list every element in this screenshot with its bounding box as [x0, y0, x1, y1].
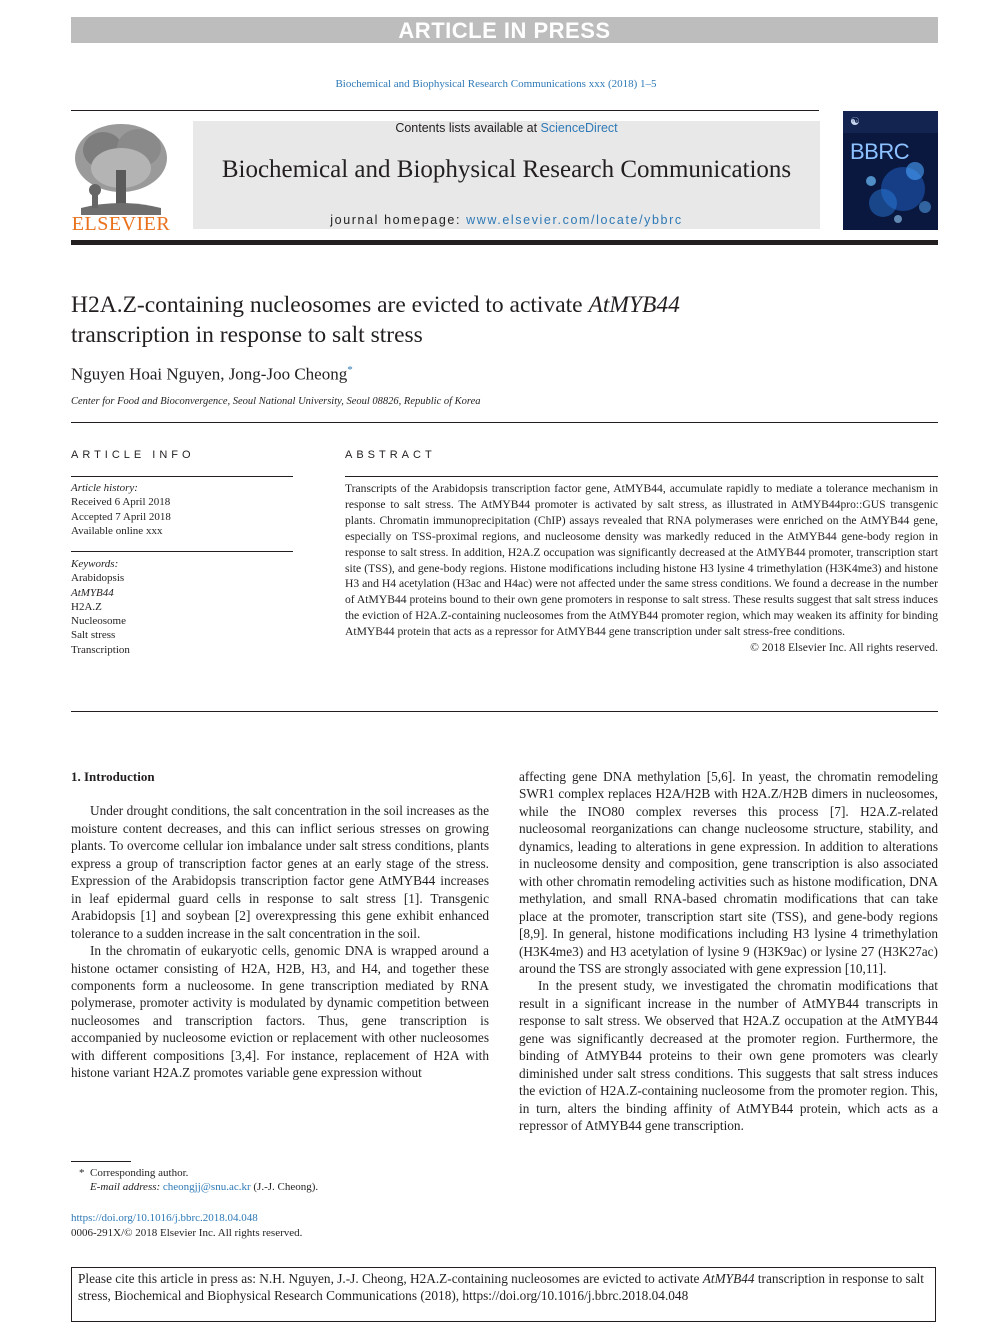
- article-history: [71, 481, 293, 538]
- email-link[interactable]: cheongjj@snu.ac.kr: [162, 1181, 251, 1194]
- doi-link[interactable]: https://doi.org/10.1016/j.bbrc.2018.04.048: [71, 1212, 258, 1224]
- paragraph: In the chromatin of eukaryotic cells, genomic DNA is wrapped around a histone octamer consisting of H2A, H2B, H3, and H4, and together these components form a nucleosome. In gene transcription mediated by RNA polymerase, promoter activity is modulated by dynamic competition between nucleosomes and transcription factors. Thus, gene transcription is accompanied by nucleosome eviction or replacement with other nucleosomes with different compositions [3,4]. For instance, replacement of H2A with histone variant H2A.Z promotes variable gene expression without: [71, 943, 489, 1081]
- section-heading: 1. Introduction: [71, 769, 155, 784]
- article-in-press-banner: ARTICLE IN PRESS: [71, 17, 938, 43]
- title-part: transcription in response to salt stress: [71, 322, 423, 348]
- elsevier-logo[interactable]: [71, 120, 171, 235]
- article-title: [71, 290, 931, 350]
- body-left-column: [71, 768, 489, 1082]
- issn-line: 0006-291X/© 2018 Elsevier Inc. All rights reserved.: [71, 1227, 303, 1239]
- history-label: Article history:: [71, 482, 138, 494]
- keywords-rule: [71, 551, 293, 552]
- abstract-copyright: © 2018 Elsevier Inc. All rights reserved.: [750, 641, 938, 655]
- abstract-rule: [345, 476, 938, 477]
- author-list: [71, 364, 353, 385]
- paragraph: Under drought conditions, the salt concentration in the soil increases as the moisture content decreases, and this can inflict serious stresses on growing plants. To overcome cellular ion imbalance under salt stress conditions, plants express a group of transcription factor genes at an early stage of the stress. Expression of the Arabidopsis transcription factor gene AtMYB44 increases in leaf epidermal guard cells in response to salt stress [1]. Transgenic Arabidopsis [1] and soybean [2] overexpressing this gene exhibit enhanced tolerance to a sudden increase in the salt concentration in the soil.: [71, 803, 489, 941]
- elsevier-tree-icon: [71, 120, 171, 215]
- history-item: Received 6 April 2018: [71, 496, 171, 509]
- citation-box: [71, 1267, 936, 1322]
- paragraph: affecting gene DNA methylation [5,6]. In yeast, the chromatin remodeling SWR1 complex replaces H2A/H2B with H2A.Z/H2B dimers in nucleosomes, while the INO80 complex reverses this process [7]. H2A.Z-related nucleosomal reorganizations can change nucleosome structure, stability, and dynamics, leading to alterations in gene expression. In addition to alterations in nucleosome density and composition, gene transcription is also associated with other chromatin remodeling activities such as histone modification, DNA methylation, and small RNA-based chromatin modifications that can take place at the promoter, transcription start site (TSS), and gene-body regions [8,9]. In general, histone modifications including H3 lysine 4 trimethylation (H3K4me3) and H3 acetylation of lysine 9 (H3K9ac) or lysine 27 (H3K27ac) around the TSS are strongly associated with gene expression [10,11].: [519, 769, 938, 976]
- journal-cover-image[interactable]: [843, 111, 938, 230]
- cover-art: [843, 111, 938, 230]
- keyword-item: AtMYB44: [71, 586, 114, 599]
- title-gene: AtMYB44: [588, 292, 680, 318]
- affiliation: Center for Food and Bioconvergence, Seoul National University, Seoul 08826, Republic of Korea: [71, 396, 481, 407]
- header-bottom-rule: [71, 240, 938, 245]
- footnote-rule: [71, 1161, 131, 1162]
- cite-gene: AtMYB44: [702, 1271, 755, 1286]
- title-part: H2A.Z-containing nucleosomes are evicted to activate: [71, 292, 589, 318]
- corresponding-author-mark[interactable]: *: [347, 364, 353, 376]
- keyword-item: H2A.Z: [71, 600, 102, 613]
- keywords-block: [71, 557, 293, 657]
- keyword-item: Arabidopsis: [71, 572, 125, 585]
- info-top-rule: [71, 422, 938, 423]
- corresponding-label: Corresponding author.: [90, 1167, 189, 1179]
- sciencedirect-link[interactable]: ScienceDirect: [540, 121, 618, 135]
- article-info-heading: ARTICLE INFO: [71, 449, 195, 461]
- header-top-rule: [71, 110, 819, 111]
- abstract-body: [345, 481, 938, 656]
- cite-prefix: Please cite this article in press as: N.H. Nguyen, J.-J. Cheong, H2A.Z-containing nucleosomes are evicted to activate: [78, 1271, 703, 1286]
- email-label: E-mail address:: [90, 1181, 161, 1194]
- history-item: Available online xxx: [71, 524, 163, 537]
- keyword-item: Nucleosome: [71, 615, 126, 628]
- paragraph: In the present study, we investigated the chromatin modifications that result in a significant increase in the number of AtMYB44 transcripts in response to salt stress. We observed that H2A.Z occupation at the AtMYB44 gene was significantly decreased at the promoter region. Furthermore, the binding of AtMYB44 proteins to their own gene promoters was clearly diminished under salt stress conditions. This suggests that salt stress induces the eviction of H2A.Z-containing nucleosome from the promoter region. This, in turn, alters the binding affinity of AtMYB44 protein, which acts as a repressor of AtMYB44 gene transcription.: [519, 978, 938, 1134]
- footnote-mark: *: [79, 1167, 85, 1179]
- contents-line: [193, 121, 820, 135]
- cover-emblem-icon: ☯: [850, 116, 860, 128]
- abstract-heading: ABSTRACT: [345, 449, 436, 461]
- keyword-item: Transcription: [71, 643, 130, 656]
- keyword-item: Salt stress: [71, 629, 116, 642]
- keywords-label: Keywords:: [71, 558, 119, 570]
- abstract-bottom-rule: [71, 711, 938, 712]
- authors: Nguyen Hoai Nguyen, Jong-Joo Cheong: [71, 364, 348, 384]
- homepage-link[interactable]: www.elsevier.com/locate/ybbrc: [466, 213, 683, 227]
- homepage-prefix: journal homepage:: [330, 213, 467, 227]
- elsevier-wordmark: ELSEVIER: [71, 213, 171, 235]
- contents-prefix: Contents lists available at: [395, 121, 541, 135]
- info-rule: [71, 476, 293, 477]
- journal-title: Biochemical and Biophysical Research Communications: [221, 156, 792, 183]
- email-suffix: (J.-J. Cheong).: [250, 1181, 319, 1194]
- cover-title: BBRC: [850, 139, 910, 164]
- cite-suffix: transcription in response to salt stress, Biochemical and Biophysical Research Communications (2018), https://doi.org/10.1016/j.bbrc.2018.04.048: [78, 1271, 925, 1303]
- abstract-text: Transcripts of the Arabidopsis transcription factor gene, AtMYB44, accumulate rapidly to mediate a tolerance mechanism in response to salt stress. The AtMYB44 promoter is activated by salt stress, as illustrated in AtMYB44pro::GUS transgenic plants. Chromatin immunoprecipitation (ChIP) assays revealed that RNA polymerases were enriched on the AtMYB44 gene, especially on TSS-proximal regions, and nucleosome density was markedly reduced in the AtMYB44 gene-body region in response to salt stress. In addition, H2A.Z occupation was significantly decreased at the AtMYB44 promoter, transcription start site (TSS), and gene-body regions. Histone modifications including histone H3 lysine 4 trimethylation (H3K4me3) and histone H3 and H4 acetylation (H3ac and H4ac) were not affected under the same stress conditions. We found a decrease in the number of AtMYB44 proteins bound to their own gene promoters in response to salt stress. These results suggest that salt stress induces the eviction of H2A.Z-containing nucleosomes from the AtMYB44 promoter region, which may weaken its affinity for binding AtMYB44 protein that acts as a repressor for AtMYB44 gene transcription under salt stress-free conditions.: [345, 482, 938, 639]
- journal-citation-link[interactable]: Biochemical and Biophysical Research Communications xxx (2018) 1–5: [335, 78, 657, 90]
- journal-homepage-line: [193, 213, 820, 227]
- footnote: [79, 1166, 499, 1195]
- history-item: Accepted 7 April 2018: [71, 510, 171, 523]
- body-right-column: [519, 768, 938, 1135]
